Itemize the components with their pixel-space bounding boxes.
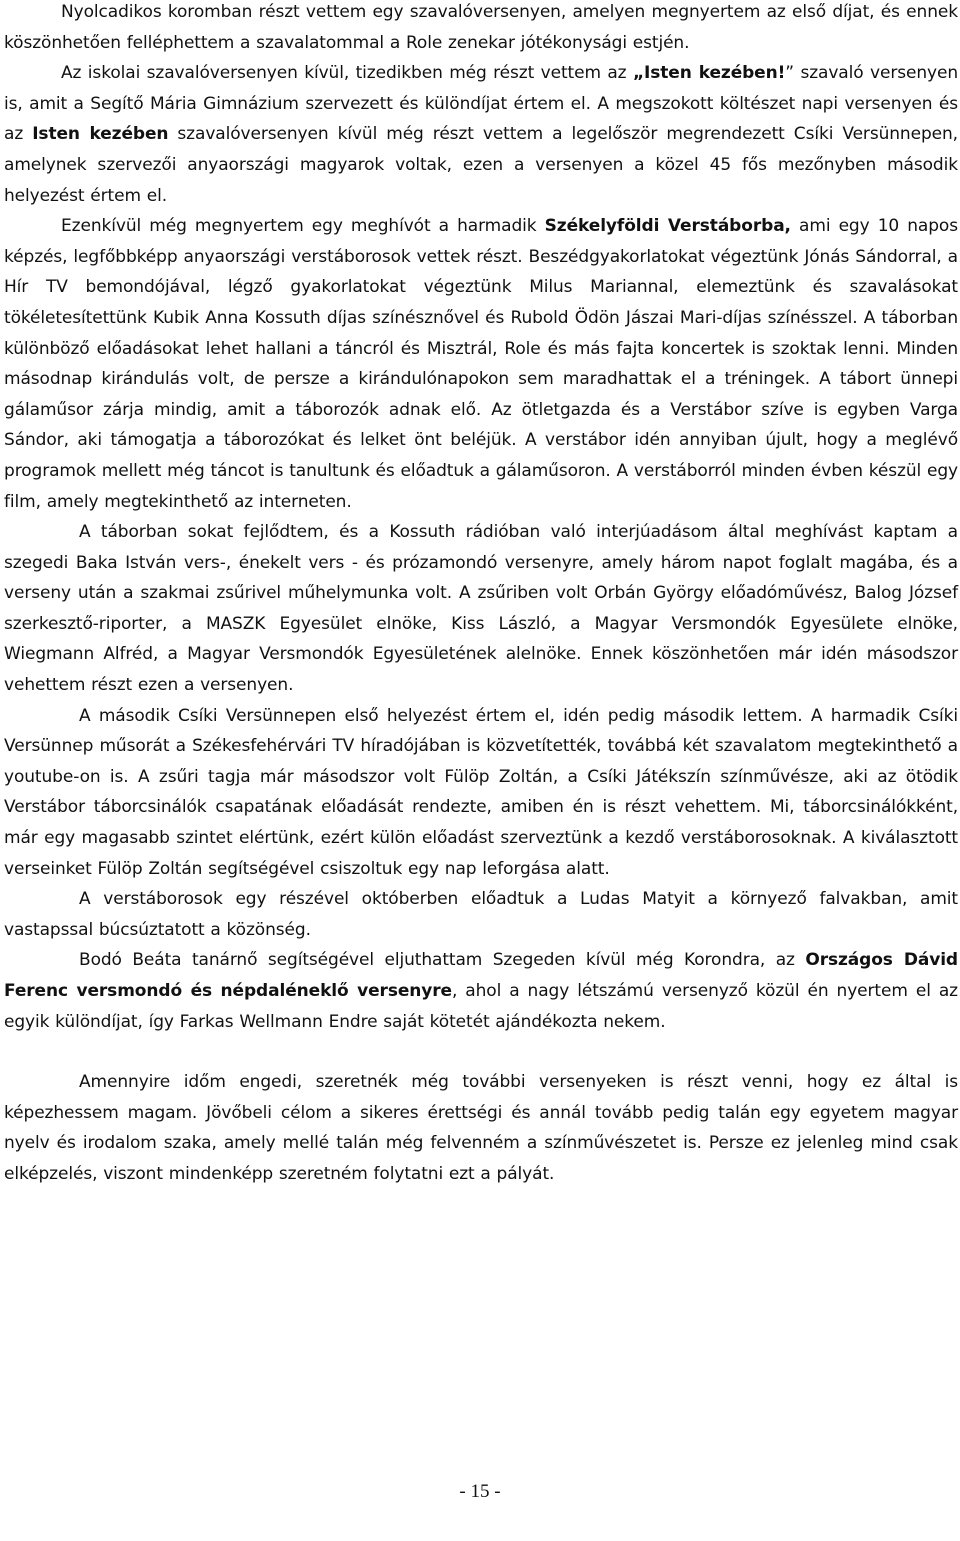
competition-name-bold: Isten kezében: [32, 124, 169, 145]
paragraph-3: [4, 211, 958, 517]
paragraph-4: [4, 517, 958, 701]
text-segment: Az iskolai szavalóversenyen kívül, tizedikben még részt vettem az: [61, 63, 633, 84]
text-segment: A verstáborosok egy részével októberben előadtuk a Ludas Matyit a környező falvakban, amit vastapssal búcsúztatott a közönség.: [4, 889, 958, 940]
competition-name-bold: „Isten kezében!: [632, 63, 786, 84]
text-segment: szavalóversenyen kívül még részt vettem a legelőször megrendezett Csíki Versünnepen, amelynek szervezői anyaországi magyarok voltak, ezen a versenyen a közel 45 fős mezőnyben második helyezést értem el.: [4, 124, 958, 206]
text-segment: Ezenkívül még megnyertem egy meghívót a harmadik: [61, 216, 545, 237]
text-segment: A táborban sokat fejlődtem, és a Kossuth rádióban való interjúadásom által meghívást kaptam a szegedi Baka István vers-, énekelt vers - és prózamondó versenyre, amely három napot foglalt magába, és a verseny után a szakmai zsűrivel műhelymunka volt. A zsűriben volt Orbán György előadóművész, Balog József szerkesztő-riporter, a MASZK Egyesület elnöke, Kiss László, a Magyar Versmondók Egyesülete elnöke, Wiegmann Alfréd, a Magyar Versmondók Egyesületének alelnöke. Ennek köszönhetően már idén másodszor vehettem részt ezen a versenyen.: [4, 522, 958, 696]
paragraph-1: [4, 0, 958, 58]
text-segment: ami egy 10 napos képzés, legfőbbképp anyaországi verstáborosok vettek részt. Beszédgyakorlatokat végeztünk Jónás Sándorral, a Hír TV bemondójával, légző gyakorlatokat végeztünk Milus Mariannal, elemeztünk és szavalásokat tökéletesítettünk Kubik Anna Kossuth díjas színésznővel és Rubold Ödön Jászai Mari-díjas színésszel. A táborban különböző előadásokat lehet hallani a táncról és Misztrál, Role és más fajta koncertek is szoktak lenni. Minden másodnap kirándulás volt, de persze a kirándulónapokon sem maradhattak el a tréningek. A tábort ünnepi gálaműsor zárja mindig, amit a táborozók adnak elő. Az ötletgazda és a Verstábor szíve is egyben Varga Sándor, aki támogatja a táborozókat és lelket önt beléjük. A verstábor idén annyiban újult, hogy a meglévő programok mellett még táncot is tanultunk és előadtuk a gálaműsoron. A verstáborról minden évben készül egy film, amely megtekinthető az interneten.: [4, 216, 958, 512]
camp-name-bold: Székelyföldi Verstáborba,: [544, 216, 791, 237]
text-segment: Bodó Beáta tanárnő segítségével eljuthattam Szegeden kívül még Korondra, az: [79, 950, 806, 971]
text-segment: Nyolcadikos koromban részt vettem egy szavalóversenyen, amelyen megnyertem az első díjat, és ennek köszönhetően felléphettem a szavalatommal a Role zenekar jótékonysági estjén.: [4, 2, 958, 53]
competition-name-bold: Országos Dávid Ferenc versmondó és népdaléneklő versenyre: [4, 950, 959, 1001]
paragraph-2: [4, 58, 958, 211]
text-segment: , ahol a nagy létszámú versenyző közül én nyertem el az egyik különdíjat, így Farkas Wellmann Endre saját kötetét ajándékozta nekem.: [4, 981, 958, 1032]
page-number: - 15 -: [459, 1481, 501, 1502]
text-segment: ” szavaló versenyen is, amit a Segítő Mária Gimnázium szervezett és különdíjat értem el. A megszokott költészet napi versenyen és az: [4, 63, 958, 145]
paragraph-spacer: [4, 1037, 958, 1067]
paragraph-7: [4, 945, 958, 1037]
text-segment: Amennyire időm engedi, szeretnék még további versenyeken is részt venni, hogy ez által is képezhessem magam. Jövőbeli célom a sikeres érettségi és annál tovább pedig talán egy egyetem magyar nyelv és irodalom szaka, amely mellé talán még felvenném a színművészetet is. Persze ez jelenleg mind csak elképzelés, viszont mindenképp szeretném folytatni ezt a pályát.: [4, 1072, 958, 1184]
paragraph-6: [4, 884, 958, 945]
text-segment: A második Csíki Versünnepen első helyezést értem el, idén pedig második lettem. A harmadik Csíki Versünnep műsorát a Székesfehérvári TV híradójában is közvetítették, továbbá két szavalatom megtekinthető a youtube-on is. A zsűri tagja már másodszor volt Fülöp Zoltán, a Csíki Játékszín színművésze, aki az ötödik Verstábor táborcsinálók csapatának előadását rendezte, amiben én is részt vehettem. Mi, táborcsinálókként, már egy magasabb szintet elértünk, ezért külön előadást szerveztünk a kezdő verstáborosoknak. A kiválasztott verseinket Fülöp Zoltán segítségével csiszoltuk egy nap leforgása alatt.: [4, 705, 958, 879]
paragraph-5: [4, 701, 958, 885]
document-page: [4, 0, 958, 1190]
paragraph-8: [4, 1067, 958, 1189]
